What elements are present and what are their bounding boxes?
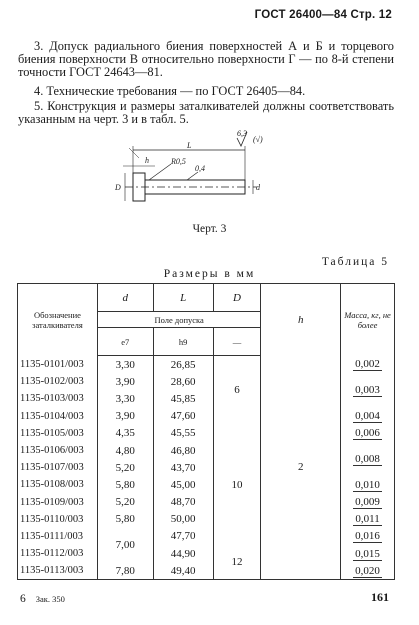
cell-mass [341, 408, 395, 425]
cell-d: 3,30 [97, 390, 153, 407]
cell-L: 48,70 [153, 494, 213, 511]
tol-L: h9 [153, 328, 213, 356]
paragraph-4: 4. Технические требования — по ГОСТ 26405—84. [34, 84, 306, 98]
cell-L: 47,70 [153, 528, 213, 545]
col-h: h [261, 284, 341, 356]
cell-L: 44,90 [153, 545, 213, 562]
cell-mass-value: 0,002 [355, 358, 380, 371]
footer-order: Зак. 350 [35, 594, 65, 604]
cell-mass-value: 0,011 [355, 513, 380, 526]
cell-mass-value: 0,008 [355, 453, 380, 466]
cell-designation: 1135-0112/003 [18, 545, 98, 562]
cell-D: 12 [213, 545, 261, 580]
cell-mass [341, 476, 395, 493]
cell-designation: 1135-0113/003 [18, 562, 98, 580]
pusher-drawing [85, 128, 300, 216]
cell-D: 6 [213, 356, 261, 425]
cell-d: 3,90 [97, 408, 153, 425]
paragraph-3: 3. Допуск радиального биения поверхностей А и Б и торцевого биения поверхности В относительно поверхности Г — по 8-й степени точности ГОСТ 24643—81. [18, 39, 394, 80]
cell-L: 46,80 [153, 442, 213, 459]
col-L: L [153, 284, 213, 312]
cell-mass-value: 0,016 [355, 530, 380, 543]
tol-d: e7 [97, 328, 153, 356]
cell-mass-value: 0,010 [355, 478, 380, 491]
col-tolerance: Поле допуска [97, 312, 261, 328]
cell-L: 45,55 [153, 425, 213, 442]
dim-L-label: L [187, 141, 192, 150]
cell-mass-value: 0,006 [355, 427, 380, 440]
paragraph-5: 5. Конструкция и размеры заталкивателей должны соответствовать указанным на черт. 3 и в табл. 5. [18, 99, 394, 127]
table-title: Таблица 5 [321, 256, 389, 268]
cell-L: 45,85 [153, 390, 213, 407]
cell-d: 7,00 [97, 528, 153, 562]
cell-mass-value: 0,020 [355, 564, 380, 577]
cell-d: 3,90 [97, 373, 153, 390]
page-number: 161 [371, 590, 389, 604]
cell-L: 50,00 [153, 511, 213, 528]
cell-mass [341, 356, 395, 374]
cell-d: 4,35 [97, 425, 153, 442]
cell-designation: 1135-0110/003 [18, 511, 98, 528]
cell-mass [341, 528, 395, 545]
page-header: ГОСТ 26400—84 Стр. 12 [254, 9, 392, 21]
cell-d: 3,30 [97, 356, 153, 374]
table-units: Размеры в мм [163, 268, 256, 280]
cell-L: 43,70 [153, 459, 213, 476]
cell-designation: 1135-0101/003 [18, 356, 98, 374]
cell-designation: 1135-0109/003 [18, 494, 98, 511]
cell-L: 49,40 [153, 562, 213, 580]
dim-D-label: D [115, 183, 121, 192]
footer-number: 6 [20, 593, 26, 605]
cell-mass-value: 0,009 [355, 496, 380, 509]
cell-designation: 1135-0103/003 [18, 390, 98, 407]
cell-mass-value: 0,004 [355, 410, 380, 423]
cell-mass [341, 373, 395, 407]
dim-d-label: d [256, 183, 260, 192]
col-mass: Масса, кг, не более [341, 284, 395, 356]
col-designation: Обозначение заталкивателя [18, 284, 98, 356]
cell-designation: 1135-0107/003 [18, 459, 98, 476]
cell-designation: 1135-0106/003 [18, 442, 98, 459]
cell-designation: 1135-0108/003 [18, 476, 98, 493]
cell-mass-value: 0,003 [355, 384, 380, 397]
cell-mass [341, 562, 395, 580]
cell-mass [341, 494, 395, 511]
tol-D: — [213, 328, 261, 356]
chamfer-label: 0,4 [195, 164, 205, 173]
cell-designation: 1135-0104/003 [18, 408, 98, 425]
cell-L: 26,85 [153, 356, 213, 374]
cell-mass-value: 0,015 [355, 547, 380, 560]
pusher-dimensions-table [17, 283, 395, 580]
cell-L: 28,60 [153, 373, 213, 390]
cell-d: 7,80 [97, 562, 153, 580]
cell-D: 10 [213, 425, 261, 545]
figure-caption: Черт. 3 [192, 223, 227, 235]
cell-designation: 1135-0105/003 [18, 425, 98, 442]
cell-d: 5,80 [97, 511, 153, 528]
col-d: d [97, 284, 153, 312]
radius-label: R0,5 [171, 157, 186, 166]
cell-h: 2 [261, 356, 341, 580]
roughness-label: 6,3 [237, 129, 247, 138]
cell-d: 5,80 [97, 476, 153, 493]
table-row [18, 356, 395, 374]
cell-designation: 1135-0102/003 [18, 373, 98, 390]
cell-mass [341, 425, 395, 442]
cell-d: 4,80 [97, 442, 153, 459]
cell-L: 45,00 [153, 476, 213, 493]
dim-h-label: h [145, 156, 149, 165]
roughness-check-label: (√) [253, 135, 263, 144]
cell-d: 5,20 [97, 494, 153, 511]
col-D: D [213, 284, 261, 312]
footer-left [20, 593, 65, 605]
cell-d: 5,20 [97, 459, 153, 476]
cell-mass [341, 511, 395, 528]
cell-mass [341, 545, 395, 562]
cell-L: 47,60 [153, 408, 213, 425]
cell-designation: 1135-0111/003 [18, 528, 98, 545]
cell-mass [341, 442, 395, 476]
